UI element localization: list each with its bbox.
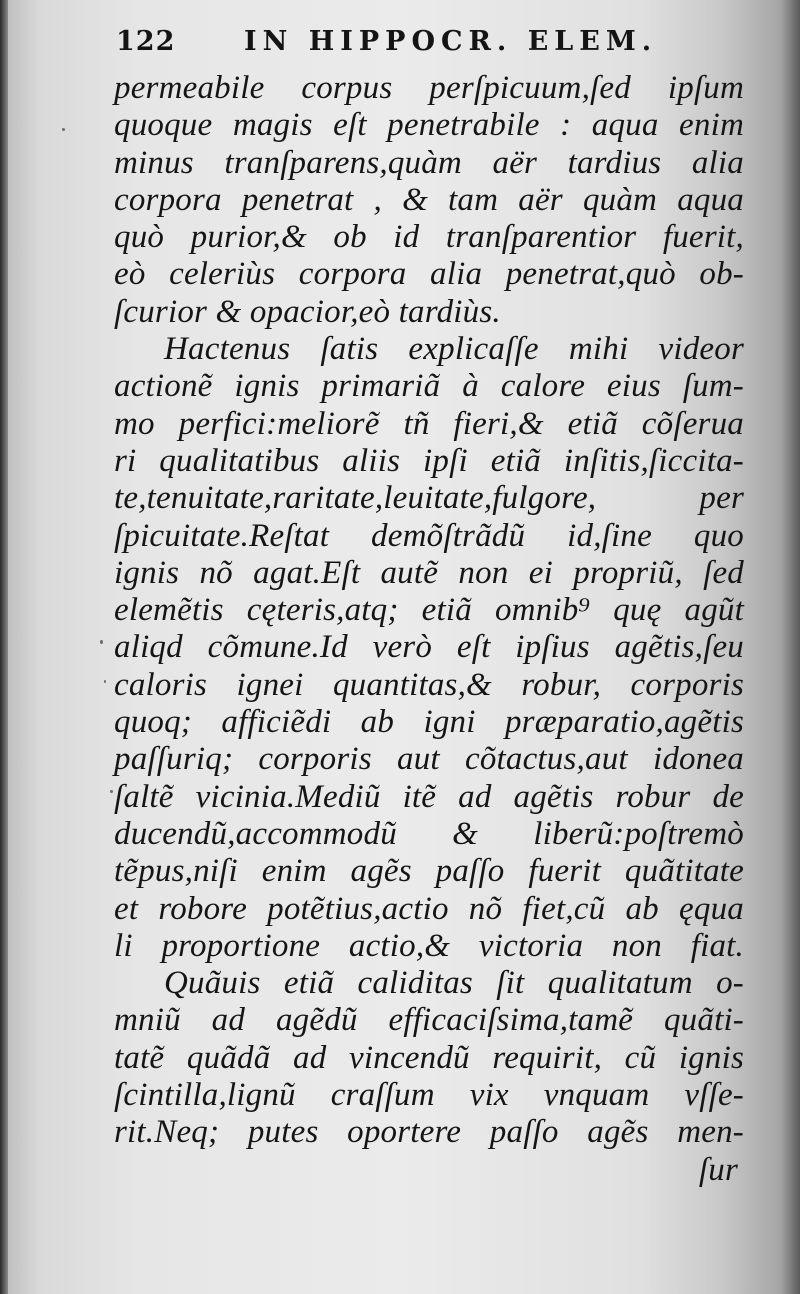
text-line: aliqd cõmune.Id verò eſt ipſius agẽtis,ſeu <box>114 629 744 666</box>
page-header <box>116 26 736 66</box>
text-line: te,tenuitate,raritate,leuitate,fulgore, per <box>114 480 744 517</box>
text-line: tatẽ quãdã ad vincendũ requirit, cũ ignis <box>114 1039 744 1076</box>
margin-speck <box>104 680 106 683</box>
page-edge <box>0 0 8 1294</box>
text-line: mniũ ad agẽdũ efficaciſsima,tamẽ quãti- <box>114 1002 744 1039</box>
text-line: paſſuriq; corporis aut cõtactus,aut idonea <box>114 741 744 778</box>
text-line: actionẽ ignis primariã à calore eius ſum- <box>114 368 744 405</box>
text-line: ducendũ,accommodũ & liberũ:poſtremò <box>114 815 744 852</box>
margin-speck <box>62 128 65 131</box>
text-line: ignis nõ agat.Eſt autẽ non ei propriũ, ſed <box>114 554 744 591</box>
text-line: ſcintilla,lignũ craſſum vix vnquam vſſe- <box>114 1077 744 1114</box>
running-head: IN HIPPOCR. ELEM. <box>244 26 658 57</box>
page-number: 122 <box>116 26 176 57</box>
text-line: li proportione actio,& victoria non fiat. <box>114 927 744 964</box>
text-line: elemẽtis cęteris,atq; etiã omnib⁹ quę agũt <box>114 592 744 629</box>
text-line: quoq; afficiẽdi ab igni præparatio,agẽtis <box>114 704 744 741</box>
text-line: et robore potẽtius,actio nõ fiet,cũ ab ęqua <box>114 890 744 927</box>
catchword: ſur <box>698 1151 738 1188</box>
margin-speck <box>100 640 103 644</box>
text-line: tẽpus,niſi enim agẽs paſſo fuerit quãtitate <box>114 853 744 890</box>
text-line: ſpicuitate.Reſtat demõſtrãdũ id,ſine quo <box>114 517 744 554</box>
text-line: ſcurior & opacior,eò tardiùs. <box>114 293 501 330</box>
margin-speck <box>110 790 113 793</box>
paragraph-start-line: Hactenus ſatis explicaſſe mihi videor <box>164 331 744 368</box>
text-line: corpora penetrat , & tam aër quàm aqua <box>114 181 744 218</box>
text-line: ri qualitatibus aliis ipſi etiã inſitis,ſiccita- <box>114 442 744 479</box>
text-line: mo perfici:meliorẽ tñ fieri,& etiã cõſerua <box>114 405 744 442</box>
text-line: eò celeriùs corpora alia penetrat,quò ob- <box>114 256 744 293</box>
text-line: quoque magis eſt penetrabile : aqua enim <box>114 107 744 144</box>
text-line: ſaltẽ vicinia.Mediũ itẽ ad agẽtis robur de <box>114 778 744 815</box>
text-line: permeabile corpus perſpicuum,ſed ipſum <box>114 70 744 106</box>
body-text <box>114 70 744 1189</box>
paragraph-start-line: Quãuis etiã caliditas ſit qualitatum o- <box>164 965 744 1002</box>
text-line: rit.Neq; putes oportere paſſo agẽs men- <box>114 1114 744 1151</box>
text-line: caloris ignei quantitas,& robur, corporis <box>114 666 744 703</box>
text-line: quò purior,& ob id tranſparentior fuerit, <box>114 219 744 256</box>
text-line: minus tranſparens,quàm aër tardius alia <box>114 144 744 181</box>
